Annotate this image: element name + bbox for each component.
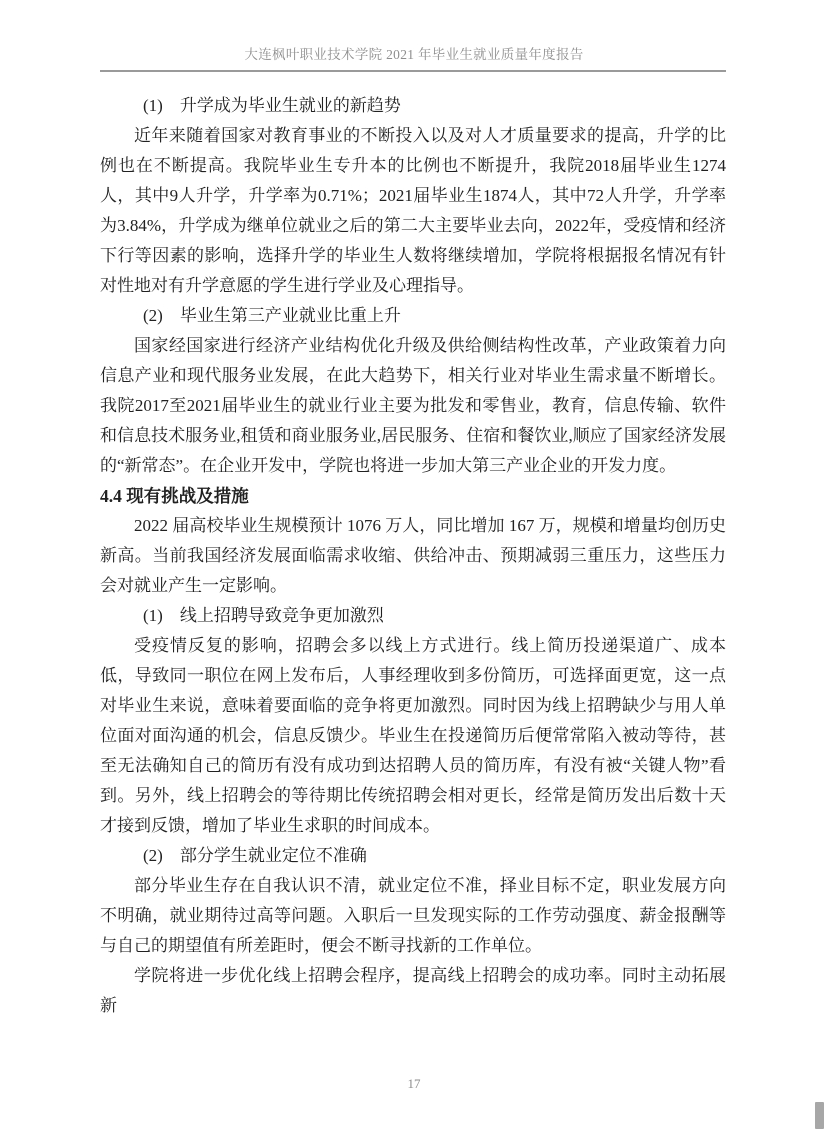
page-number: 17 [407, 1076, 421, 1091]
paragraph-online-recruitment: 受疫情反复的影响，招聘会多以线上方式进行。线上简历投递渠道广、成本低，导致同一职位在网上发布后，人事经理收到多份简历，可选择面更宽，这一点对毕业生来说，意味着要面临的竞争将更加激烈。同时因为线上招聘缺少与用人单位面对面沟通的机会，信息反馈少。毕业生在投递简历后便常常陷入被动等待，甚至无法确知自己的简历有没有成功到达招聘人员的简历库，有没有被“关键人物”看到。另外，线上招聘会的等待期比传统招聘会相对更长，经常是简历发出后数十天才接到反馈，增加了毕业生求职的时间成本。 [100, 636, 726, 835]
document-body [100, 91, 726, 1021]
subheading-online-recruitment: (1) 线上招聘导致竞争更加激烈 [143, 606, 384, 625]
paragraph-college-measures: 学院将进一步优化线上招聘会程序，提高线上招聘会的成功率。同时主动拓展新 [100, 966, 726, 1015]
header-rule [100, 70, 726, 72]
header-title: 大连枫叶职业技术学院 2021 年毕业生就业质量年度报告 [244, 47, 584, 62]
subheading-tertiary-industry: (2) 毕业生第三产业就业比重上升 [143, 306, 401, 325]
scrollbar-thumb[interactable] [815, 1102, 824, 1129]
section-heading-4-4-challenges: 4.4 现有挑战及措施 [100, 486, 249, 506]
subheading-advancement-trend: (1) 升学成为毕业生就业的新趋势 [143, 96, 401, 115]
paragraph-advancement: 近年来随着国家对教育事业的不断投入以及对人才质量要求的提高，升学的比例也在不断提高。我院毕业生专升本的比例也不断提升，我院2018届毕业生1274人，其中9人升学，升学率为0.71%；2021届毕业生1874人，其中72人升学，升学率为3.84%，升学成为继单位就业之后的第二大主要毕业去向，2022年，受疫情和经济下行等因素的影响，选择升学的毕业生人数将继续增加，学院将根据报名情况有针对性地对有升学意愿的学生进行学业及心理指导。 [100, 126, 726, 295]
paragraph-tertiary-industry: 国家经国家进行经济产业结构优化升级及供给侧结构性改革，产业政策着力向信息产业和现代服务业发展，在此大趋势下，相关行业对毕业生需求量不断增长。我院2017至2021届毕业生的就业行业主要为批发和零售业，教育，信息传输、软件和信息技术服务业,租赁和商业服务业,居民服务、住宿和餐饮业,顺应了国家经济发展的“新常态”。在企业开发中，学院也将进一步加大第三产业企业的开发力度。 [100, 336, 726, 475]
subheading-career-positioning: (2) 部分学生就业定位不准确 [143, 846, 367, 865]
paragraph-graduate-scale: 2022 届高校毕业生规模预计 1076 万人，同比增加 167 万，规模和增量均创历史新高。当前我国经济发展面临需求收缩、供给冲击、预期减弱三重压力，这些压力会对就业产生一定影响。 [100, 516, 726, 595]
paragraph-career-positioning: 部分毕业生存在自我认识不清，就业定位不准，择业目标不定，职业发展方向不明确，就业期待过高等问题。入职后一旦发现实际的工作劳动强度、薪金报酬等与自己的期望值有所差距时，便会不断寻找新的工作单位。 [100, 876, 726, 955]
